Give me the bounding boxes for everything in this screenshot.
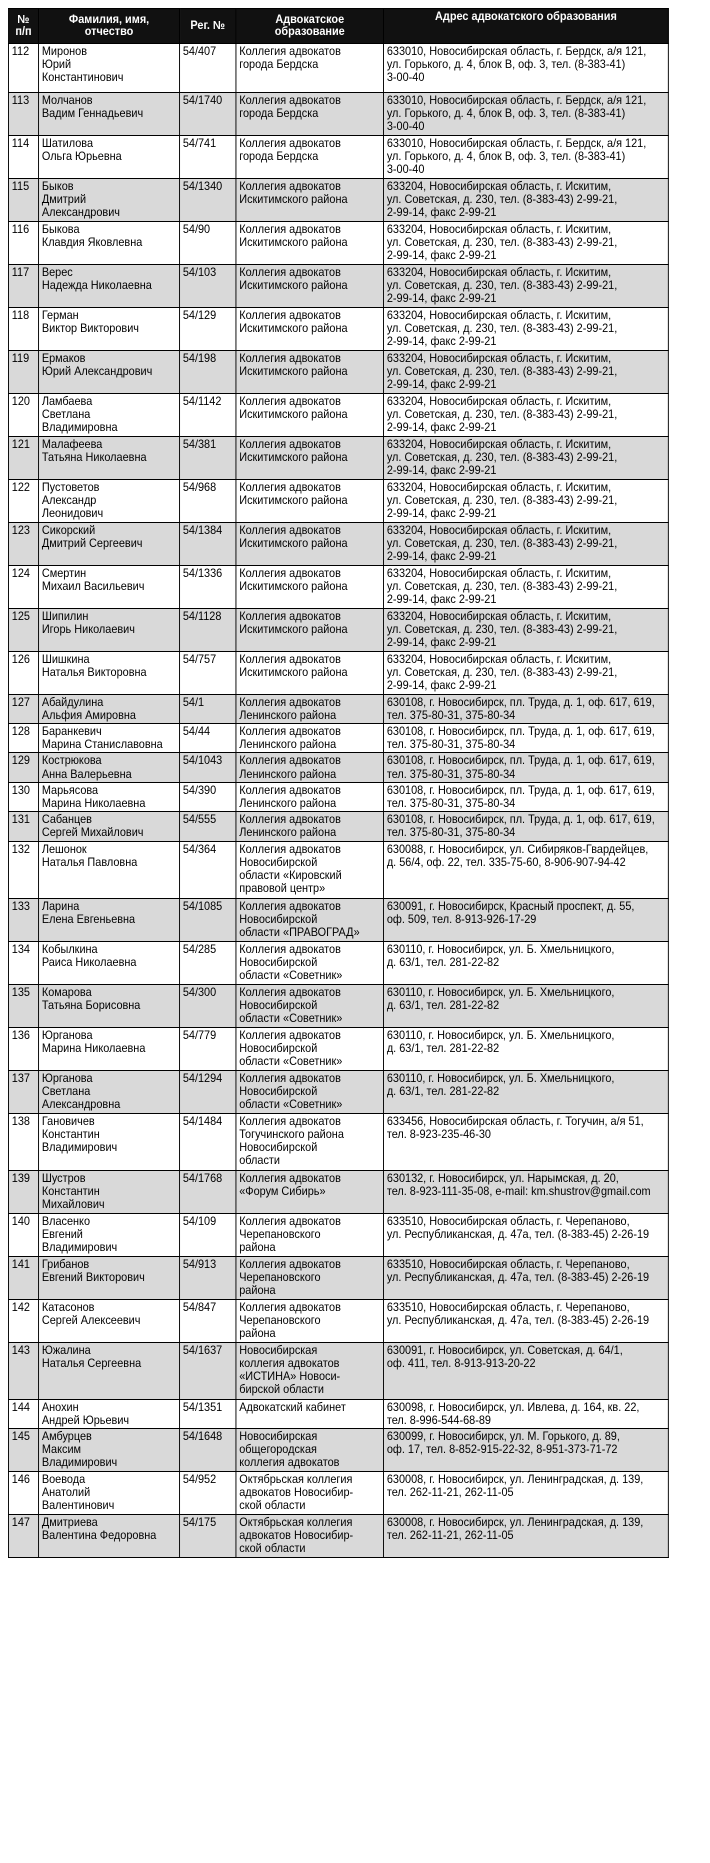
row-address: 633204, Новосибирская область, г. Искитим, ул. Советская, д. 230, тел. (8-383-43) 2-99-21, 2-99-14, факс 2-99-21 [384,179,669,222]
table-row [8,984,668,1027]
row-address: 633204, Новосибирская область, г. Искитим, ул. Советская, д. 230, тел. (8-383-43) 2-99-21, 2-99-14, факс 2-99-21 [384,436,669,479]
row-reg-number: 54/390 [180,782,236,811]
table-row [8,694,668,723]
row-organization: Коллегия адвокатов Ленинского района [236,753,384,782]
row-reg-number: 54/847 [180,1299,236,1342]
row-organization: Октябрьская коллегия адвокатов Новосибир- ской области [236,1515,384,1558]
row-reg-number: 54/1351 [180,1399,236,1428]
table-row [8,265,668,308]
row-number: 114 [8,136,38,179]
row-name: Анохин Андрей Юрьевич [39,1399,180,1428]
row-address: 633204, Новосибирская область, г. Искитим, ул. Советская, д. 230, тел. (8-383-43) 2-99-21, 2-99-14, факс 2-99-21 [384,393,669,436]
table-row [8,1256,668,1299]
row-reg-number: 54/913 [180,1256,236,1299]
row-address: 630098, г. Новосибирск, ул. Ивлева, д. 164, кв. 22, тел. 8-996-544-68-89 [384,1399,669,1428]
row-name: Герман Виктор Викторович [39,308,180,351]
row-name: Амбурцев Максим Владимирович [39,1429,180,1472]
row-reg-number: 54/1648 [180,1429,236,1472]
row-name: Верес Надежда Николаевна [39,265,180,308]
table-row [8,812,668,841]
row-address: 633510, Новосибирская область, г. Черепаново, ул. Республиканская, д. 47а, тел. (8-383-45) 2-26-19 [384,1299,669,1342]
row-name: Шипилин Игорь Николаевич [39,608,180,651]
row-number: 112 [8,44,38,93]
table-row [8,1170,668,1213]
row-organization: Коллегия адвокатов Искитимского района [236,179,384,222]
header-name: Фамилия, имя, отчество [39,9,180,44]
header-row [8,9,668,44]
row-organization: Коллегия адвокатов города Бердска [236,136,384,179]
row-address: 633204, Новосибирская область, г. Искитим, ул. Советская, д. 230, тел. (8-383-43) 2-99-21, 2-99-14, факс 2-99-21 [384,479,669,522]
row-address: 633204, Новосибирская область, г. Искитим, ул. Советская, д. 230, тел. (8-383-43) 2-99-21, 2-99-14, факс 2-99-21 [384,608,669,651]
table-row [8,1429,668,1472]
row-reg-number: 54/364 [180,841,236,898]
row-reg-number: 54/90 [180,222,236,265]
row-address: 633510, Новосибирская область, г. Черепаново, ул. Республиканская, д. 47а, тел. (8-383-45) 2-26-19 [384,1213,669,1256]
row-number: 121 [8,436,38,479]
table-row [8,941,668,984]
row-reg-number: 54/109 [180,1213,236,1256]
row-number: 147 [8,1515,38,1558]
row-address: 630110, г. Новосибирск, ул. Б. Хмельницкого, д. 63/1, тел. 281-22-82 [384,1027,669,1070]
row-number: 133 [8,898,38,941]
row-name: Южалина Наталья Сергеевна [39,1342,180,1399]
row-name: Пустоветов Александр Леонидович [39,479,180,522]
row-address: 630110, г. Новосибирск, ул. Б. Хмельницкого, д. 63/1, тел. 281-22-82 [384,941,669,984]
row-number: 125 [8,608,38,651]
row-address: 630008, г. Новосибирск, ул. Ленинградская, д. 139, тел. 262-11-21, 262-11-05 [384,1472,669,1515]
row-address: 633204, Новосибирская область, г. Искитим, ул. Советская, д. 230, тел. (8-383-43) 2-99-21, 2-99-14, факс 2-99-21 [384,351,669,394]
row-number: 116 [8,222,38,265]
table-row [8,393,668,436]
table-row [8,782,668,811]
row-reg-number: 54/300 [180,984,236,1027]
row-name: Сикорский Дмитрий Сергеевич [39,522,180,565]
row-address: 630108, г. Новосибирск, пл. Труда, д. 1, оф. 617, 619, тел. 375-80-31, 375-80-34 [384,753,669,782]
header-number: № п/п [8,9,38,44]
row-number: 130 [8,782,38,811]
row-reg-number: 54/1336 [180,565,236,608]
row-reg-number: 54/1043 [180,753,236,782]
row-organization: Коллегия адвокатов Искитимского района [236,522,384,565]
row-reg-number: 54/555 [180,812,236,841]
row-number: 120 [8,393,38,436]
row-organization: Коллегия адвокатов «Форум Сибирь» [236,1170,384,1213]
row-name: Молчанов Вадим Геннадьевич [39,93,180,136]
row-address: 630108, г. Новосибирск, пл. Труда, д. 1, оф. 617, 619, тел. 375-80-31, 375-80-34 [384,724,669,753]
row-name: Власенко Евгений Владимирович [39,1213,180,1256]
row-organization: Коллегия адвокатов Искитимского района [236,651,384,694]
row-number: 129 [8,753,38,782]
table-row [8,898,668,941]
header-address: Адрес адвокатского образования [384,9,669,44]
row-number: 119 [8,351,38,394]
row-reg-number: 54/103 [180,265,236,308]
row-organization: Коллегия адвокатов Тогучинского района Новосибирской области [236,1113,384,1170]
row-name: Лешонок Наталья Павловна [39,841,180,898]
table-row [8,1213,668,1256]
row-name: Баранкевич Марина Станиславовна [39,724,180,753]
row-organization: Коллегия адвокатов Черепановского района [236,1213,384,1256]
row-name: Марьясова Марина Николаевна [39,782,180,811]
row-organization: Коллегия адвокатов Искитимского района [236,436,384,479]
row-organization: Коллегия адвокатов города Бердска [236,93,384,136]
row-address: 633010, Новосибирская область, г. Бердск, а/я 121, ул. Горького, д. 4, блок В, оф. 3, тел. (8-383-41) 3-00-40 [384,93,669,136]
row-name: Воеводa Анатолий Валентинович [39,1472,180,1515]
row-number: 134 [8,941,38,984]
row-organization: Коллегия адвокатов Новосибирской области «ПРАВОГРАД» [236,898,384,941]
table-row [8,565,668,608]
row-number: 118 [8,308,38,351]
row-address: 630108, г. Новосибирск, пл. Труда, д. 1, оф. 617, 619, тел. 375-80-31, 375-80-34 [384,782,669,811]
row-address: 630099, г. Новосибирск, ул. М. Горького, д. 89, оф. 17, тел. 8-852-915-22-32, 8-951-373-71-72 [384,1429,669,1472]
row-name: Сабанцев Сергей Михайлович [39,812,180,841]
row-organization: Коллегия адвокатов Искитимского района [236,308,384,351]
table-row [8,222,668,265]
row-name: Шатилова Ольга Юрьевна [39,136,180,179]
row-address: 630008, г. Новосибирск, ул. Ленинградская, д. 139, тел. 262-11-21, 262-11-05 [384,1515,669,1558]
table-row [8,351,668,394]
row-organization: Коллегия адвокатов Новосибирской области «Кировский правовой центр» [236,841,384,898]
row-reg-number: 54/129 [180,308,236,351]
row-organization: Коллегия адвокатов Ленинского района [236,694,384,723]
row-name: Быков Дмитрий Александрович [39,179,180,222]
table-row [8,724,668,753]
table-row [8,1515,668,1558]
row-address: 633204, Новосибирская область, г. Искитим, ул. Советская, д. 230, тел. (8-383-43) 2-99-21, 2-99-14, факс 2-99-21 [384,522,669,565]
row-reg-number: 54/1085 [180,898,236,941]
table-header [8,9,668,44]
row-reg-number: 54/1128 [180,608,236,651]
row-name: Ламбаева Светлана Владимировна [39,393,180,436]
row-address: 630091, г. Новосибирск, Красный проспект, д. 55, оф. 509, тел. 8-913-926-17-29 [384,898,669,941]
header-reg: Рег. № [180,9,236,44]
table-row [8,1472,668,1515]
row-organization: Октябрьская коллегия адвокатов Новосибир- ской области [236,1472,384,1515]
row-reg-number: 54/1484 [180,1113,236,1170]
row-number: 139 [8,1170,38,1213]
table-row [8,1399,668,1428]
row-number: 131 [8,812,38,841]
row-reg-number: 54/407 [180,44,236,93]
row-number: 122 [8,479,38,522]
row-reg-number: 54/757 [180,651,236,694]
row-reg-number: 54/1740 [180,93,236,136]
row-organization: Коллегия адвокатов Искитимского района [236,265,384,308]
table-row [8,479,668,522]
row-reg-number: 54/198 [180,351,236,394]
row-organization: Коллегия адвокатов Ленинского района [236,812,384,841]
row-name: Шишкина Наталья Викторовна [39,651,180,694]
table-row [8,1342,668,1399]
row-number: 136 [8,1027,38,1070]
row-name: Миронов Юрий Константинович [39,44,180,93]
row-number: 142 [8,1299,38,1342]
row-name: Кобылкина Раиса Николаевна [39,941,180,984]
row-name: Юрганова Марина Николаевна [39,1027,180,1070]
row-number: 146 [8,1472,38,1515]
table-row [8,93,668,136]
table-row [8,1299,668,1342]
row-organization: Коллегия адвокатов Новосибирской области «Советник» [236,984,384,1027]
row-number: 135 [8,984,38,1027]
row-reg-number: 54/952 [180,1472,236,1515]
row-address: 630132, г. Новосибирск, ул. Нарымская, д. 20, тел. 8-923-111-35-08, e-mail: km.shustrov@gmail.com [384,1170,669,1213]
row-organization: Коллегия адвокатов Искитимского района [236,393,384,436]
row-number: 126 [8,651,38,694]
row-name: Гановичев Константин Владимирович [39,1113,180,1170]
row-address: 633204, Новосибирская область, г. Искитим, ул. Советская, д. 230, тел. (8-383-43) 2-99-21, 2-99-14, факс 2-99-21 [384,565,669,608]
row-name: Ларина Елена Евгеньевна [39,898,180,941]
row-organization: Коллегия адвокатов Искитимского района [236,351,384,394]
row-organization: Коллегия адвокатов Искитимского района [236,565,384,608]
row-number: 137 [8,1070,38,1113]
row-reg-number: 54/1340 [180,179,236,222]
row-number: 140 [8,1213,38,1256]
row-reg-number: 54/779 [180,1027,236,1070]
row-reg-number: 54/44 [180,724,236,753]
row-number: 128 [8,724,38,753]
row-number: 145 [8,1429,38,1472]
table-row [8,753,668,782]
row-number: 113 [8,93,38,136]
row-number: 138 [8,1113,38,1170]
row-reg-number: 54/1768 [180,1170,236,1213]
row-reg-number: 54/1637 [180,1342,236,1399]
row-address: 633204, Новосибирская область, г. Искитим, ул. Советская, д. 230, тел. (8-383-43) 2-99-21, 2-99-14, факс 2-99-21 [384,651,669,694]
row-number: 115 [8,179,38,222]
row-address: 630088, г. Новосибирск, ул. Сибиряков-Гвардейцев, д. 56/4, оф. 22, тел. 335-75-60, 8-906-907-94-42 [384,841,669,898]
row-reg-number: 54/1294 [180,1070,236,1113]
row-address: 633204, Новосибирская область, г. Искитим, ул. Советская, д. 230, тел. (8-383-43) 2-99-21, 2-99-14, факс 2-99-21 [384,265,669,308]
row-name: Кострюкова Анна Валерьевна [39,753,180,782]
row-name: Абайдулина Альфия Амировна [39,694,180,723]
row-name: Шустров Константин Михайлович [39,1170,180,1213]
row-address: 633510, Новосибирская область, г. Черепаново, ул. Республиканская, д. 47а, тел. (8-383-45) 2-26-19 [384,1256,669,1299]
row-organization: Коллегия адвокатов Ленинского района [236,724,384,753]
table-row [8,44,668,93]
row-reg-number: 54/381 [180,436,236,479]
row-number: 143 [8,1342,38,1399]
table-row [8,308,668,351]
table-row [8,136,668,179]
row-address: 630091, г. Новосибирск, ул. Советская, д. 64/1, оф. 411, тел. 8-913-913-20-22 [384,1342,669,1399]
row-organization: Коллегия адвокатов Искитимского района [236,608,384,651]
row-name: Грибанов Евгений Викторович [39,1256,180,1299]
row-reg-number: 54/175 [180,1515,236,1558]
row-organization: Адвокатский кабинет [236,1399,384,1428]
row-address: 630110, г. Новосибирск, ул. Б. Хмельницкого, д. 63/1, тел. 281-22-82 [384,1070,669,1113]
row-address: 633204, Новосибирская область, г. Искитим, ул. Советская, д. 230, тел. (8-383-43) 2-99-21, 2-99-14, факс 2-99-21 [384,222,669,265]
row-organization: Коллегия адвокатов Искитимского района [236,479,384,522]
row-organization: Коллегия адвокатов Ленинского района [236,782,384,811]
row-name: Юрганова Светлана Александровна [39,1070,180,1113]
table-row [8,522,668,565]
row-organization: Коллегия адвокатов Искитимского района [236,222,384,265]
row-reg-number: 54/741 [180,136,236,179]
row-number: 117 [8,265,38,308]
row-name: Дмитриева Валентина Федоровна [39,1515,180,1558]
row-address: 630108, г. Новосибирск, пл. Труда, д. 1, оф. 617, 619, тел. 375-80-31, 375-80-34 [384,694,669,723]
row-name: Малафеева Татьяна Николаевна [39,436,180,479]
advocates-table [8,8,669,1558]
row-number: 127 [8,694,38,723]
row-reg-number: 54/285 [180,941,236,984]
row-organization: Коллегия адвокатов Черепановского района [236,1256,384,1299]
table-row [8,1070,668,1113]
row-number: 141 [8,1256,38,1299]
row-organization: Новосибирская коллегия адвокатов «ИСТИНА» Новоси- бирской области [236,1342,384,1399]
row-reg-number: 54/1 [180,694,236,723]
row-address: 630108, г. Новосибирск, пл. Труда, д. 1, оф. 617, 619, тел. 375-80-31, 375-80-34 [384,812,669,841]
table-row [8,608,668,651]
row-address: 633204, Новосибирская область, г. Искитим, ул. Советская, д. 230, тел. (8-383-43) 2-99-21, 2-99-14, факс 2-99-21 [384,308,669,351]
row-reg-number: 54/1384 [180,522,236,565]
table-row [8,179,668,222]
row-name: Быкова Клавдия Яковлевна [39,222,180,265]
row-address: 633010, Новосибирская область, г. Бердск, а/я 121, ул. Горького, д. 4, блок В, оф. 3, тел. (8-383-41) 3-00-40 [384,44,669,93]
table-row [8,651,668,694]
row-number: 123 [8,522,38,565]
row-name: Смертин Михаил Васильевич [39,565,180,608]
row-organization: Коллегия адвокатов города Бердска [236,44,384,93]
header-org: Адвокатское образование [236,9,384,44]
table-body [8,44,668,1558]
row-reg-number: 54/1142 [180,393,236,436]
row-organization: Коллегия адвокатов Черепановского района [236,1299,384,1342]
row-reg-number: 54/968 [180,479,236,522]
row-organization: Коллегия адвокатов Новосибирской области «Советник» [236,1070,384,1113]
row-organization: Новосибирская общегородская коллегия адвокатов [236,1429,384,1472]
row-number: 132 [8,841,38,898]
table-row [8,436,668,479]
row-number: 144 [8,1399,38,1428]
row-number: 124 [8,565,38,608]
table-row [8,1027,668,1070]
row-address: 630110, г. Новосибирск, ул. Б. Хмельницкого, д. 63/1, тел. 281-22-82 [384,984,669,1027]
row-organization: Коллегия адвокатов Новосибирской области «Советник» [236,941,384,984]
row-name: Комарова Татьяна Борисовна [39,984,180,1027]
row-address: 633456, Новосибирская область, г. Тогучин, а/я 51, тел. 8-923-235-46-30 [384,1113,669,1170]
row-name: Ермаков Юрий Александрович [39,351,180,394]
table-row [8,1113,668,1170]
table-row [8,841,668,898]
row-organization: Коллегия адвокатов Новосибирской области «Советник» [236,1027,384,1070]
row-address: 633010, Новосибирская область, г. Бердск, а/я 121, ул. Горького, д. 4, блок В, оф. 3, тел. (8-383-41) 3-00-40 [384,136,669,179]
row-name: Катасонов Сергей Алексеевич [39,1299,180,1342]
